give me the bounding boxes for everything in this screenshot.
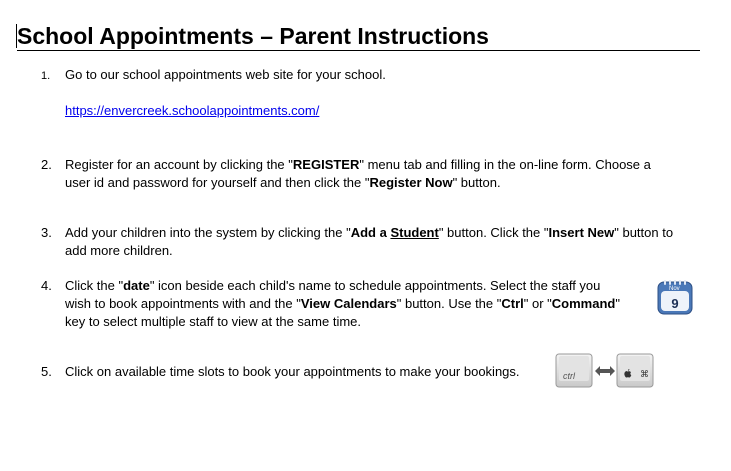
double-arrow-icon	[595, 366, 615, 376]
ctrl-key-label: ctrl	[563, 371, 575, 381]
school-website-link[interactable]: https://envercreek.schoolappointments.com/	[65, 103, 320, 118]
calendar-icon	[656, 278, 694, 316]
command-key	[617, 354, 653, 387]
command-symbol: ⌘	[640, 370, 649, 380]
step-4-line-2: wish to book appointments with and the "View Calendars" button. Use the "Ctrl" or "Command"	[65, 296, 620, 311]
step-4-line-3: key to select multiple staff to view at the same time.	[65, 314, 361, 329]
step-4-number: 4.	[41, 278, 52, 293]
step-1-text: Go to our school appointments web site for your school.	[65, 67, 386, 82]
register-tab-label: REGISTER	[292, 157, 360, 172]
insert-new-label: Insert New	[548, 225, 615, 240]
step-3-line-1: Add your children into the system by clicking the "Add a Student" button. Click the "Insert New" button to	[65, 225, 674, 240]
step-4-line-1: Click the "date" icon beside each child's name to schedule appointments. Select the staff you	[65, 278, 601, 293]
ctrl-key	[556, 354, 592, 387]
step-3-number: 3.	[41, 225, 52, 240]
ctrl-command-keys-image	[554, 352, 656, 390]
register-now-label: Register Now	[369, 175, 453, 190]
step-2-line-1: Register for an account by clicking the "REGISTER" menu tab and filling in the on-line form. Choose a	[65, 157, 651, 172]
student-word: Student	[390, 225, 439, 240]
calendar-month: Nov	[669, 286, 680, 292]
step-3-line-2: add more children.	[65, 243, 173, 258]
date-label: date	[123, 278, 150, 293]
page-title: School Appointments – Parent Instructions	[17, 22, 700, 51]
command-label: Command	[551, 296, 616, 311]
ctrl-label: Ctrl	[501, 296, 524, 311]
step-2-line-2: user id and password for yourself and then click the "Register Now" button.	[65, 175, 501, 190]
calendar-day: 9	[671, 296, 679, 311]
step-1-number: 1.	[41, 70, 51, 82]
step-5-number: 5.	[41, 364, 52, 379]
view-calendars-label: View Calendars	[300, 296, 397, 311]
step-1-link-line	[65, 102, 319, 120]
step-2-number: 2.	[41, 157, 52, 172]
step-5-text: Click on available time slots to book your appointments to make your bookings.	[65, 364, 520, 379]
